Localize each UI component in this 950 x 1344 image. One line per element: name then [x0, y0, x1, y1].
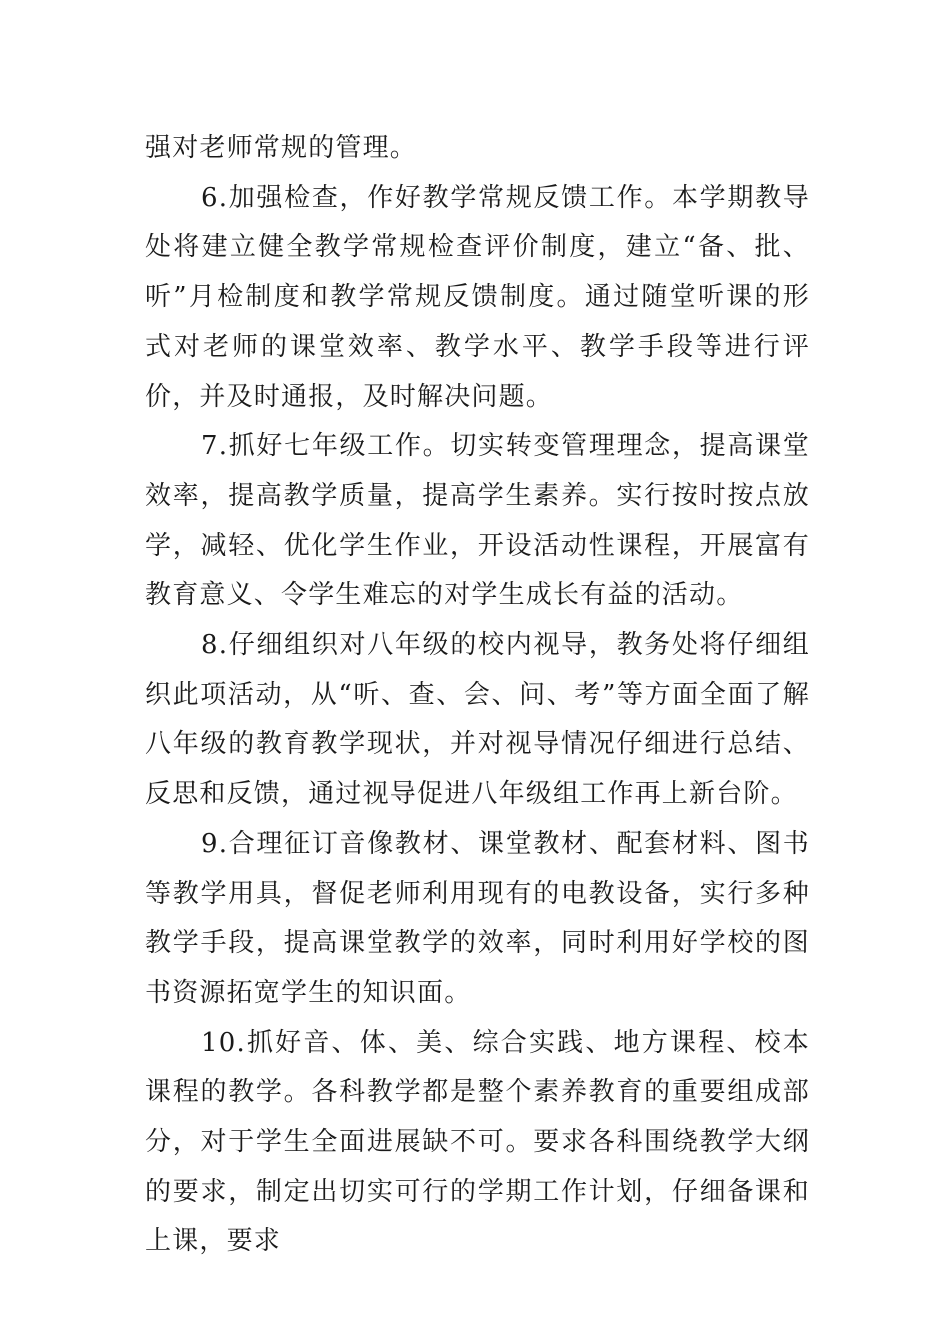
paragraph-item-6: 6.加强检查，作好教学常规反馈工作。本学期教导处将建立健全教学常规检查评价制度，建立“备、批、听”月检制度和教学常规反馈制度。通过随堂听课的形式对老师的课堂效率、教学水平、教学手段等进行评价，并及时通报，及时解决问题。: [145, 182, 810, 412]
document-body: [145, 124, 810, 1267]
paragraph-continuation: 强对老师常规的管理。: [145, 133, 418, 163]
paragraph-item-10: 10.抓好音、体、美、综合实践、地方课程、校本课程的教学。各科教学都是整个素养教育的重要组成部分，对于学生全面进展缺不可。要求各科围绕教学大纲的要求，制定出切实可行的学期工作计划，仔细备课和上课，要求: [145, 1027, 810, 1257]
paragraph-item-8: 8.仔细组织对八年级的校内视导，教务处将仔细组织此项活动，从“听、查、会、问、考”等方面全面了解八年级的教育教学现状，并对视导情况仔细进行总结、反思和反馈，通过视导促进八年级组工作再上新台阶。: [145, 630, 810, 810]
paragraph-item-9: 9.合理征订音像教材、课堂教材、配套材料、图书等教学用具，督促老师利用现有的电教设备，实行多种教学手段，提高课堂教学的效率，同时利用好学校的图书资源拓宽学生的知识面。: [145, 828, 810, 1008]
paragraph-item-7: 7.抓好七年级工作。切实转变管理理念，提高课堂效率，提高教学质量，提高学生素养。实行按时按点放学，减轻、优化学生作业，开设活动性课程，开展富有教育意义、令学生难忘的对学生成长有益的活动。: [145, 431, 810, 611]
